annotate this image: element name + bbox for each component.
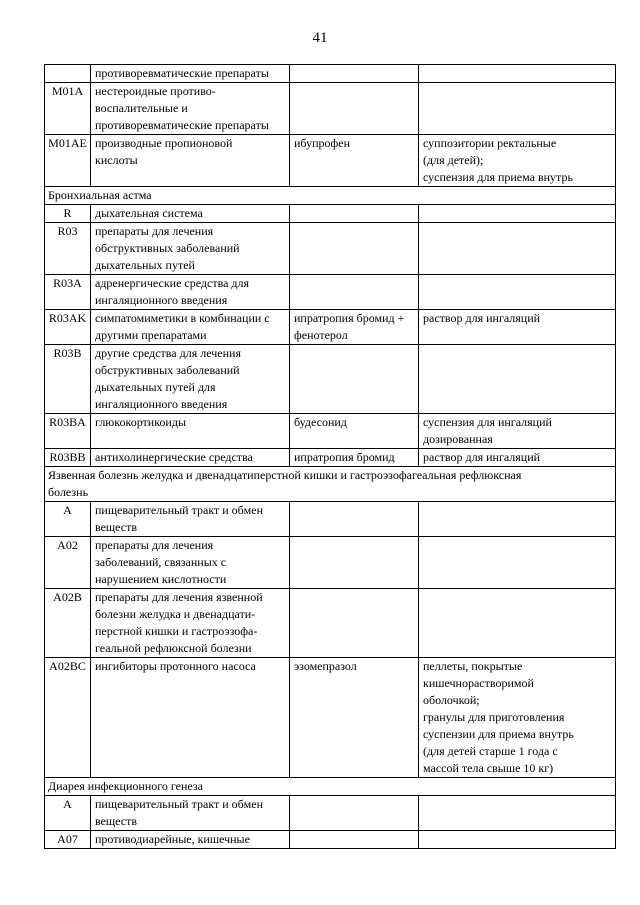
atc-code-cell: A (45, 796, 91, 831)
group-name-cell: противоревматические препараты (91, 65, 290, 83)
group-name-cell: другие средства для лечения обструктивных заболеваний дыхательных путей для ингаляционного введения (91, 345, 290, 414)
table-row (45, 502, 616, 537)
drug-name-cell: ибупрофен (290, 135, 419, 187)
group-name-cell: дыхательная система (91, 205, 290, 223)
table-row (45, 796, 616, 831)
dosage-form-cell (419, 589, 616, 658)
table-row (45, 831, 616, 849)
table-row (45, 537, 616, 589)
drug-name-cell (290, 831, 419, 849)
dosage-form-cell (419, 275, 616, 310)
dosage-form-cell (419, 796, 616, 831)
atc-code-cell: R03BA (45, 414, 91, 449)
dosage-form-cell: суппозитории ректальные (для детей); суспензия для приема внутрь (419, 135, 616, 187)
dosage-form-cell (419, 502, 616, 537)
group-name-cell: пищеварительный тракт и обмен веществ (91, 502, 290, 537)
atc-code-cell: M01AE (45, 135, 91, 187)
group-name-cell: симпатомиметики в комбинации с другими препаратами (91, 310, 290, 345)
table-row (45, 223, 616, 275)
atc-code-cell: A02B (45, 589, 91, 658)
drug-name-cell (290, 65, 419, 83)
atc-code-cell: R03B (45, 345, 91, 414)
drug-name-cell (290, 589, 419, 658)
group-name-cell: производные пропионовой кислоты (91, 135, 290, 187)
section-title: Бронхиальная астма (45, 187, 616, 205)
dosage-form-cell (419, 205, 616, 223)
dosage-form-cell (419, 83, 616, 135)
atc-code-cell: R03AK (45, 310, 91, 345)
drug-name-cell (290, 223, 419, 275)
table-body (45, 65, 616, 849)
table-row (45, 589, 616, 658)
section-row (45, 778, 616, 796)
table-row (45, 83, 616, 135)
section-row (45, 467, 616, 502)
dosage-form-cell (419, 537, 616, 589)
atc-code-cell: R (45, 205, 91, 223)
drug-name-cell: ипратропия бромид + фенотерол (290, 310, 419, 345)
section-title: Язвенная болезнь желудка и двенадцатиперстной кишки и гастроэзофагеальная рефлюксная болезнь (45, 467, 616, 502)
drug-name-cell: эзомепразол (290, 658, 419, 778)
dosage-form-cell: суспензия для ингаляций дозированная (419, 414, 616, 449)
drug-name-cell (290, 275, 419, 310)
atc-code-cell: A (45, 502, 91, 537)
table-row (45, 449, 616, 467)
dosage-form-cell: раствор для ингаляций (419, 310, 616, 345)
dosage-form-cell: пеллеты, покрытые кишечнорастворимой оболочкой; гранулы для приготовления суспензии для приема внутрь (для детей старше 1 года с массой тела свыше 10 кг) (419, 658, 616, 778)
drug-name-cell (290, 502, 419, 537)
atc-code-cell: R03BB (45, 449, 91, 467)
dosage-form-cell: раствор для ингаляций (419, 449, 616, 467)
group-name-cell: препараты для лечения язвенной болезни желудка и двенадцати- перстной кишки и гастроэзофа- геальной рефлюксной болезни (91, 589, 290, 658)
atc-code-cell: R03 (45, 223, 91, 275)
drug-name-cell (290, 796, 419, 831)
table-row (45, 275, 616, 310)
group-name-cell: пищеварительный тракт и обмен веществ (91, 796, 290, 831)
drug-name-cell: ипратропия бромид (290, 449, 419, 467)
drug-table (44, 64, 616, 849)
dosage-form-cell (419, 345, 616, 414)
atc-code-cell: M01A (45, 83, 91, 135)
group-name-cell: препараты для лечения заболеваний, связанных с нарушением кислотности (91, 537, 290, 589)
group-name-cell: антихолинергические средства (91, 449, 290, 467)
dosage-form-cell (419, 223, 616, 275)
table-row (45, 414, 616, 449)
atc-code-cell: A02 (45, 537, 91, 589)
group-name-cell: ингибиторы протонного насоса (91, 658, 290, 778)
table-row (45, 65, 616, 83)
table-row (45, 345, 616, 414)
table-row (45, 310, 616, 345)
drug-name-cell (290, 83, 419, 135)
atc-code-cell: A07 (45, 831, 91, 849)
atc-code-cell (45, 65, 91, 83)
drug-name-cell (290, 205, 419, 223)
page-number: 41 (312, 30, 328, 46)
dosage-form-cell (419, 65, 616, 83)
drug-name-cell: будесонид (290, 414, 419, 449)
group-name-cell: препараты для лечения обструктивных заболеваний дыхательных путей (91, 223, 290, 275)
group-name-cell: нестероидные противо- воспалительные и противоревматические препараты (91, 83, 290, 135)
atc-code-cell: A02BC (45, 658, 91, 778)
table-row (45, 205, 616, 223)
section-title: Диарея инфекционного генеза (45, 778, 616, 796)
group-name-cell: противодиарейные, кишечные (91, 831, 290, 849)
atc-code-cell: R03A (45, 275, 91, 310)
dosage-form-cell (419, 831, 616, 849)
group-name-cell: глюкокортикоиды (91, 414, 290, 449)
table-row (45, 135, 616, 187)
table-row (45, 658, 616, 778)
drug-name-cell (290, 345, 419, 414)
drug-name-cell (290, 537, 419, 589)
section-row (45, 187, 616, 205)
group-name-cell: адренергические средства для ингаляционного введения (91, 275, 290, 310)
